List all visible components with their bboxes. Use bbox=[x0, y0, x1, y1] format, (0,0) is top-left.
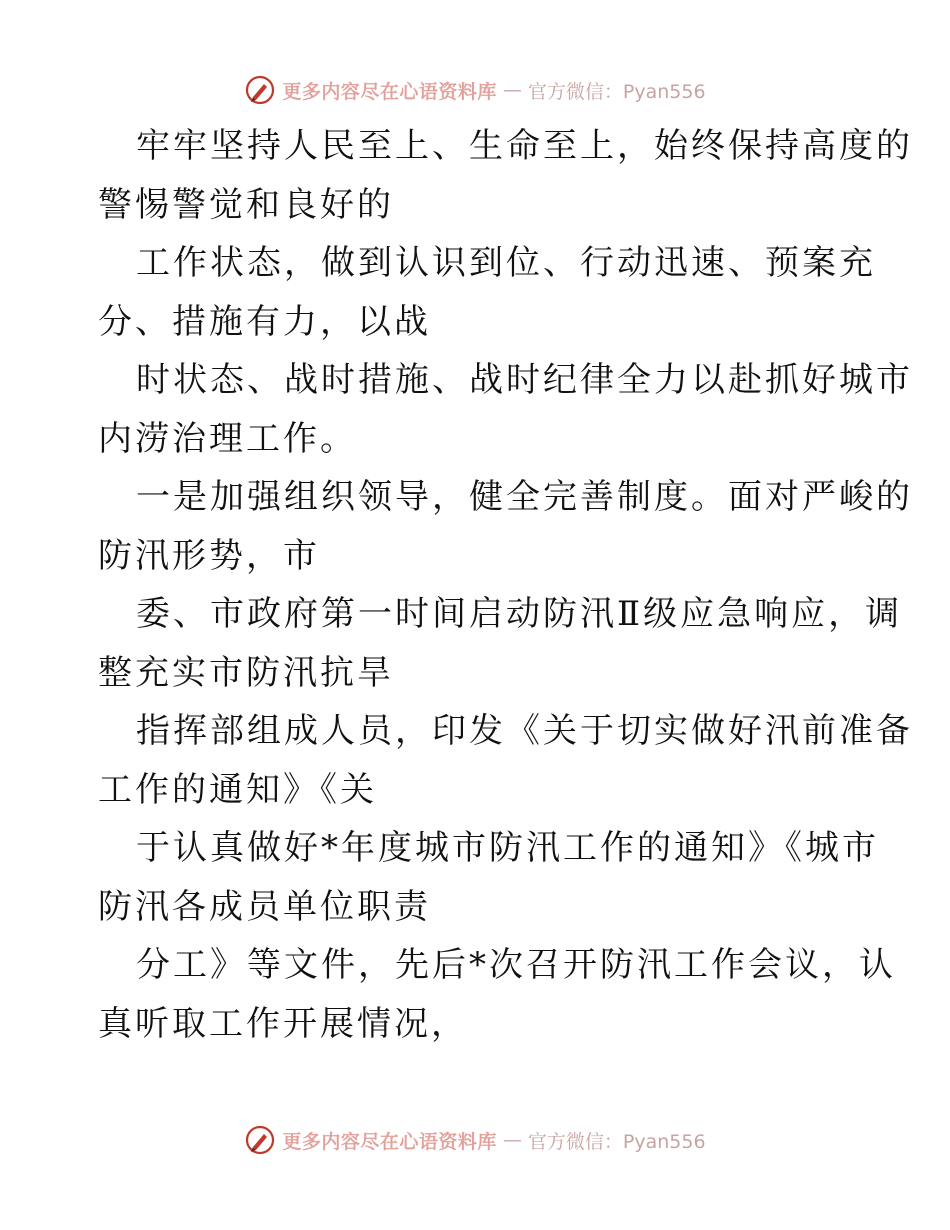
paragraph-line: 一是加强组织领导，健全完善制度。面对严峻的 bbox=[136, 477, 913, 517]
footer-watermark bbox=[0, 1120, 950, 1160]
pen-logo-icon bbox=[244, 1124, 276, 1156]
watermark-wechat-text: 官方微信：Pyan556 bbox=[527, 1130, 706, 1153]
paragraph-line: 指挥部组成人员，印发《关于切实做好汛前准备 bbox=[136, 711, 913, 751]
paragraph-line: 于认真做好*年度城市防汛工作的通知》《城市 bbox=[136, 828, 879, 868]
header-watermark bbox=[0, 70, 950, 110]
paragraph-line: 整充实市防汛抗旱 bbox=[98, 652, 394, 693]
watermark-separator: — bbox=[502, 1129, 522, 1151]
watermark-site-text: 更多内容尽在心语资料库 bbox=[282, 1130, 497, 1153]
paragraph-line: 真听取工作开展情况， bbox=[98, 1003, 468, 1044]
paragraph-line: 防汛各成员单位职责 bbox=[98, 886, 431, 927]
paragraph-line: 内涝治理工作。 bbox=[98, 418, 357, 459]
watermark-wechat-text: 官方微信：Pyan556 bbox=[527, 80, 706, 103]
paragraph-line: 分、措施有力，以战 bbox=[98, 301, 431, 342]
watermark-site-text: 更多内容尽在心语资料库 bbox=[282, 80, 497, 103]
document-body bbox=[98, 117, 913, 1053]
paragraph-line: 牢牢坚持人民至上、生命至上，始终保持高度的 bbox=[136, 126, 913, 166]
paragraph-line: 工作的通知》《关 bbox=[98, 769, 377, 810]
pen-logo-icon bbox=[244, 74, 276, 106]
paragraph-line: 时状态、战时措施、战时纪律全力以赴抓好城市 bbox=[136, 360, 913, 400]
paragraph-line: 工作状态，做到认识到位、行动迅速、预案充 bbox=[136, 243, 876, 283]
paragraph-line: 防汛形势，市 bbox=[98, 535, 320, 576]
paragraph-line: 警惕警觉和良好的 bbox=[98, 184, 394, 225]
watermark-separator: — bbox=[502, 79, 522, 101]
paragraph-line: 委、市政府第一时间启动防汛Ⅱ级应急响应，调 bbox=[136, 594, 903, 634]
paragraph-line: 分工》等文件，先后*次召开防汛工作会议，认 bbox=[136, 945, 896, 985]
